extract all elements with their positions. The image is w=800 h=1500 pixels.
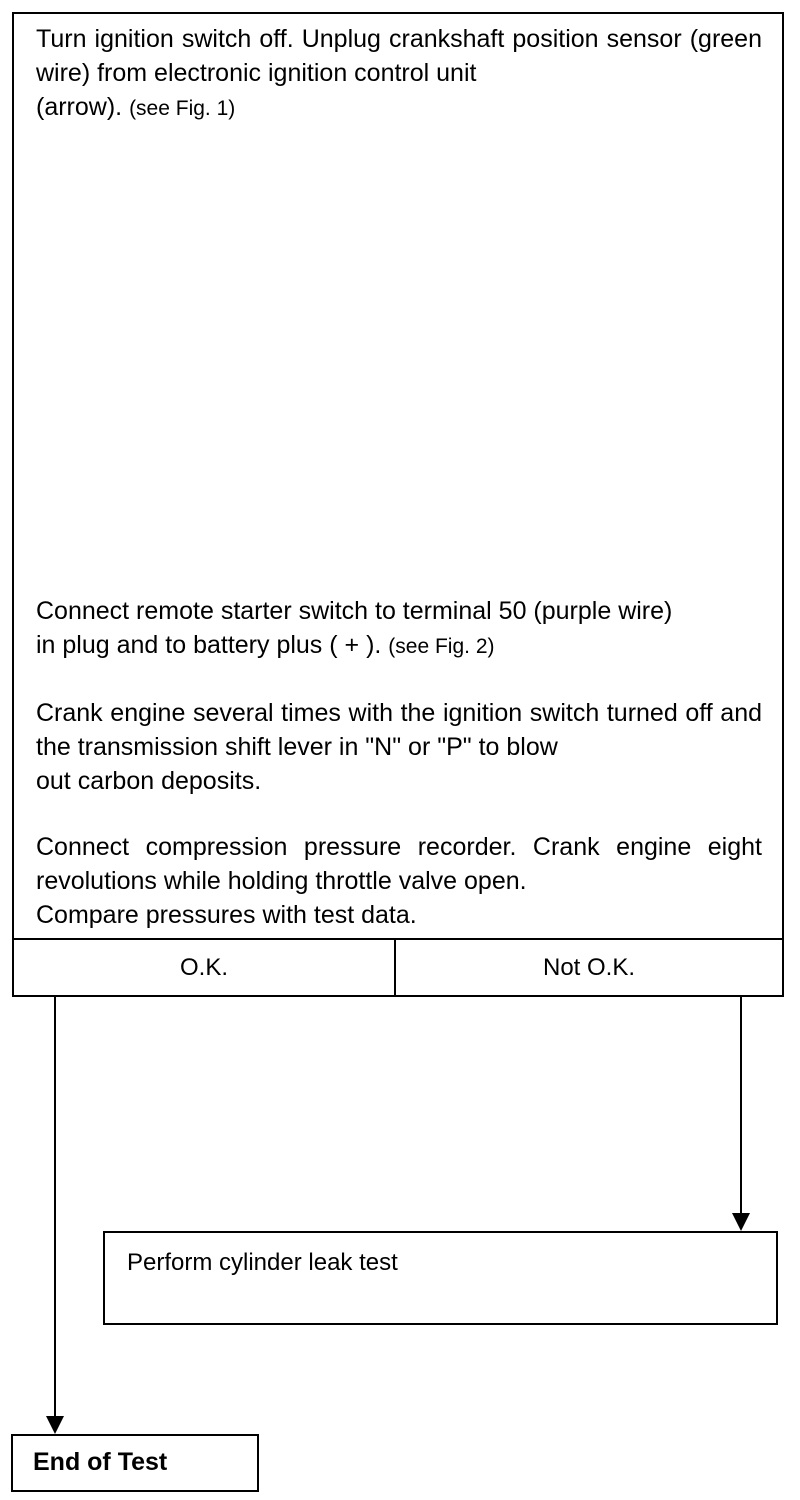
step-4-text — [36, 830, 762, 932]
test-procedure-box — [12, 12, 784, 997]
outcome-row — [14, 938, 782, 995]
step-4-body: Connect compression pressure recorder. Crank engine eight revolutions while holding throttle valve open. — [36, 833, 762, 895]
step-1-last-line: (arrow). (see Fig. 1) — [36, 93, 236, 121]
step-4-last-line: Compare pressures with test data. — [36, 901, 417, 929]
cylinder-leak-test-label: Perform cylinder leak test — [127, 1249, 398, 1276]
step-3-last-line: out carbon deposits. — [36, 767, 262, 795]
step-2-text — [36, 594, 762, 664]
ok-outcome: O.K. — [14, 940, 396, 995]
cylinder-leak-test-box — [103, 1231, 778, 1325]
step-3-text — [36, 696, 762, 798]
step-2-last-line: in plug and to battery plus ( + ). (see Fig. 2) — [36, 631, 495, 659]
step-2-body: Connect remote starter switch to terminal 50 (purple wire) — [36, 597, 673, 625]
fig-2-reference: (see Fig. 2) — [388, 635, 495, 658]
end-of-test-label: End of Test — [33, 1448, 168, 1476]
step-1-text — [36, 22, 762, 126]
step-1-body: Turn ignition switch off. Unplug crankshaft position sensor (green wire) from electronic ignition control unit — [36, 25, 762, 87]
not-ok-flow-arrow — [732, 997, 750, 1231]
step-3-body: Crank engine several times with the ignition switch turned off and the transmission shift lever in "N" or "P" to blow — [36, 699, 762, 761]
end-of-test-box — [11, 1434, 259, 1492]
not-ok-outcome: Not O.K. — [542, 953, 636, 981]
ok-flow-arrow — [46, 997, 64, 1434]
fig-1-reference: (see Fig. 1) — [129, 97, 236, 120]
